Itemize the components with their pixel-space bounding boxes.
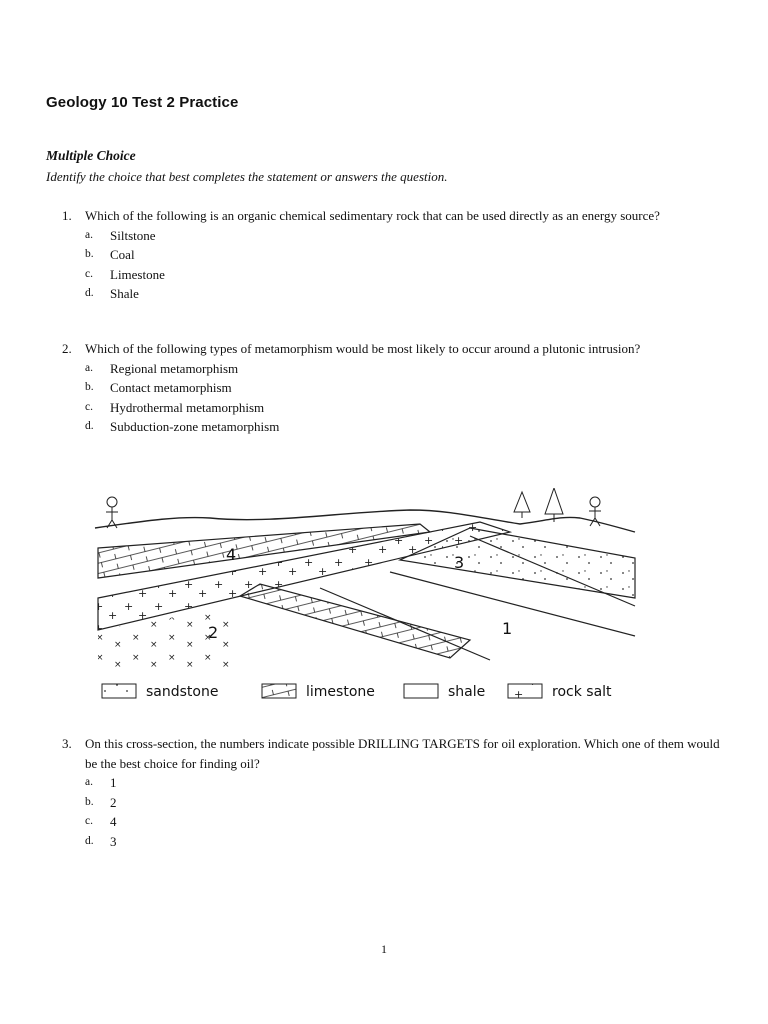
option-text: Contact metamorphism bbox=[110, 380, 232, 395]
question-2 bbox=[62, 339, 722, 437]
option-letter: d. bbox=[85, 287, 94, 299]
question-number: 2. bbox=[62, 341, 72, 356]
option-text: 2 bbox=[110, 794, 117, 810]
option-text: Hydrothermal metamorphism bbox=[110, 399, 265, 415]
target-label-2: 2 bbox=[208, 623, 219, 642]
question-stem: Which of the following is an organic chemical sedimentary rock that can be used directly as an energy source? bbox=[85, 208, 660, 223]
legend-item-shale bbox=[404, 684, 485, 700]
option-text: Limestone bbox=[110, 266, 165, 282]
option-b[interactable] bbox=[85, 378, 722, 398]
option-text: 4 bbox=[110, 814, 117, 829]
option-text: Subduction-zone metamorphism bbox=[110, 419, 280, 434]
option-a[interactable] bbox=[85, 359, 722, 379]
page-number: 1 bbox=[381, 942, 387, 956]
option-letter: c. bbox=[85, 815, 93, 827]
option-text: Coal bbox=[110, 247, 135, 262]
lower-limestone-layer bbox=[240, 584, 470, 658]
option-letter: b. bbox=[85, 795, 94, 808]
option-letter: d. bbox=[85, 420, 94, 432]
option-list bbox=[85, 226, 722, 304]
option-letter: a. bbox=[85, 228, 93, 241]
target-label-1: 1 bbox=[502, 619, 513, 638]
option-c[interactable] bbox=[85, 265, 722, 285]
option-text: Regional metamorphism bbox=[110, 360, 239, 376]
legend-label: sandstone bbox=[146, 684, 219, 700]
target-label-3: 3 bbox=[454, 553, 465, 572]
legend-label: rock salt bbox=[552, 684, 612, 700]
legend-item-limestone bbox=[262, 684, 375, 700]
question-1 bbox=[62, 206, 722, 304]
option-letter: a. bbox=[85, 361, 93, 374]
legend-label: limestone bbox=[306, 684, 375, 700]
option-letter: c. bbox=[85, 267, 93, 280]
question-number: 3. bbox=[62, 736, 72, 751]
option-text: Siltstone bbox=[110, 227, 156, 243]
section-instruction: Identify the choice that best completes the statement or answers the question. bbox=[46, 169, 448, 184]
option-a[interactable] bbox=[85, 773, 722, 793]
option-list bbox=[85, 773, 722, 851]
option-letter: b. bbox=[85, 381, 94, 393]
legend-item-rock-salt bbox=[508, 684, 612, 700]
page-title: Geology 10 Test 2 Practice bbox=[46, 94, 239, 111]
person-icon bbox=[106, 497, 118, 528]
option-a[interactable] bbox=[85, 226, 722, 246]
geologic-cross-section bbox=[90, 488, 650, 718]
legend-label: shale bbox=[448, 684, 486, 700]
option-text: 1 bbox=[110, 775, 117, 790]
option-d[interactable] bbox=[85, 417, 722, 437]
option-c[interactable] bbox=[85, 812, 722, 832]
tree-icon bbox=[545, 488, 563, 522]
legend bbox=[102, 684, 612, 700]
target-label-4: 4 bbox=[226, 545, 237, 564]
question-number: 1. bbox=[62, 208, 72, 223]
question-3 bbox=[62, 734, 722, 851]
option-d[interactable] bbox=[85, 284, 722, 304]
option-letter: d. bbox=[85, 834, 94, 847]
legend-item-sandstone bbox=[102, 684, 218, 700]
option-b[interactable] bbox=[85, 793, 722, 813]
option-d[interactable] bbox=[85, 832, 722, 852]
option-b[interactable] bbox=[85, 245, 722, 265]
option-letter: a. bbox=[85, 776, 93, 788]
question-stem: Which of the following types of metamorphism would be most likely to occur around a plutonic intrusion? bbox=[85, 341, 641, 356]
option-letter: c. bbox=[85, 400, 93, 413]
option-text: 3 bbox=[110, 833, 117, 849]
section-heading: Multiple Choice bbox=[46, 148, 136, 163]
option-list bbox=[85, 359, 722, 437]
option-letter: b. bbox=[85, 248, 94, 260]
option-c[interactable] bbox=[85, 398, 722, 418]
option-text: Shale bbox=[110, 286, 139, 301]
question-stem: On this cross-section, the numbers indicate possible DRILLING TARGETS for oil exploration. Which one of them would be the best choice for finding oil? bbox=[85, 736, 720, 771]
tree-icon bbox=[514, 492, 530, 518]
